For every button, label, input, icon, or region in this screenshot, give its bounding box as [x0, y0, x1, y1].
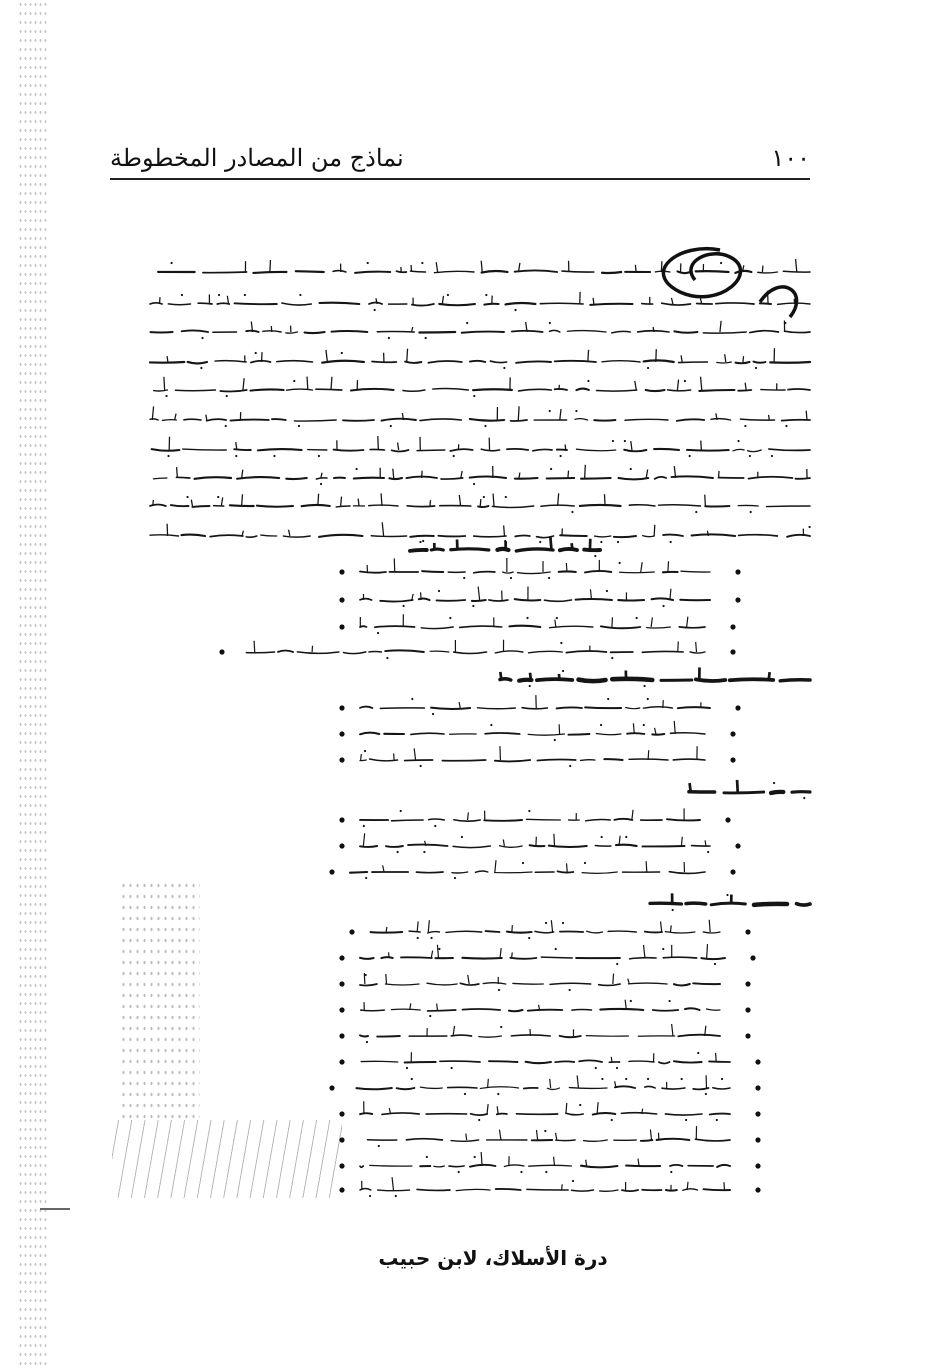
manuscript-facsimile [120, 232, 820, 1204]
verse-marker [219, 649, 224, 654]
manuscript-verse-line [360, 746, 705, 767]
verse-marker [329, 869, 334, 874]
manuscript-verse-line [360, 587, 710, 608]
manuscript-prose-line [152, 436, 810, 457]
manuscript-verse-line [350, 860, 705, 879]
manuscript-heading [650, 893, 810, 911]
verse-marker [339, 843, 344, 848]
verse-marker [339, 597, 344, 602]
verse-marker [339, 1007, 344, 1012]
verse-marker [339, 817, 344, 822]
figure-caption: درة الأسلاك، لابن حبيب [378, 1246, 608, 1270]
manuscript-prose-line [154, 377, 810, 398]
manuscript-verse-line [360, 1024, 720, 1043]
verse-marker [339, 731, 344, 736]
verse-marker [755, 1111, 760, 1116]
verse-marker [745, 981, 750, 986]
verse-marker [725, 817, 730, 822]
running-title: نماذج من المصادر المخطوطة [110, 144, 404, 172]
verse-marker [735, 597, 740, 602]
verse-marker [755, 1187, 760, 1192]
verse-marker [745, 1007, 750, 1012]
verse-marker [730, 624, 735, 629]
verse-marker [745, 929, 750, 934]
manuscript-verse-line [360, 833, 710, 853]
verse-marker [730, 731, 735, 736]
verse-marker [339, 569, 344, 574]
verse-marker [339, 624, 344, 629]
verse-marker [339, 705, 344, 710]
manuscript-prose-line [150, 493, 810, 513]
verse-marker [730, 649, 735, 654]
verse-marker [755, 1163, 760, 1168]
manuscript-verse-line [360, 1152, 730, 1173]
verse-marker [349, 929, 354, 934]
manuscript-handwriting-image [120, 232, 820, 1204]
verse-marker [339, 981, 344, 986]
scan-noise [120, 880, 200, 1120]
manuscript-verse-line [246, 640, 705, 659]
manuscript-verse-line [360, 558, 710, 579]
manuscript-verse-line [360, 808, 700, 827]
verse-marker [755, 1059, 760, 1064]
verse-marker [339, 955, 344, 960]
verse-marker [745, 1033, 750, 1038]
verse-marker [750, 955, 755, 960]
manuscript-verse-line [360, 973, 720, 991]
manuscript-heading [689, 780, 810, 799]
manuscript-verse-line [367, 1126, 730, 1147]
verse-marker [339, 757, 344, 762]
verse-marker [735, 705, 740, 710]
verse-marker [755, 1137, 760, 1142]
manuscript-verse-line [371, 920, 720, 939]
margin-flourish [663, 249, 796, 317]
manuscript-verse-line [361, 1000, 720, 1017]
verse-marker [735, 569, 740, 574]
manuscript-verse-line [360, 721, 705, 741]
manuscript-verse-line [360, 1101, 730, 1121]
manuscript-prose-line [158, 259, 810, 273]
manuscript-verse-line [360, 614, 705, 634]
verse-marker [730, 869, 735, 874]
manuscript-verse-line [360, 1177, 730, 1197]
manuscript-prose-line [150, 522, 811, 543]
verse-marker [755, 1085, 760, 1090]
manuscript-verse-line [360, 695, 710, 715]
scan-edge-mark [40, 1208, 70, 1210]
manuscript-prose-line [150, 291, 810, 311]
manuscript-prose-line [150, 348, 810, 369]
verse-marker [730, 757, 735, 762]
page-number: ١٠٠ [771, 144, 810, 172]
manuscript-prose-line [153, 465, 810, 485]
manuscript-verse-line [360, 944, 725, 965]
manuscript-heading [500, 667, 810, 687]
verse-marker [339, 1033, 344, 1038]
scan-fold-dots [18, 0, 48, 1371]
manuscript-heading [410, 536, 600, 557]
margin-note-scribbles [112, 1120, 342, 1198]
running-header [110, 138, 810, 180]
manuscript-verse-line [356, 1075, 730, 1095]
manuscript-prose-line [151, 320, 810, 339]
manuscript-verse-line [361, 1052, 730, 1069]
verse-marker [339, 1111, 344, 1116]
verse-marker [735, 843, 740, 848]
verse-marker [339, 1059, 344, 1064]
manuscript-prose-line [150, 406, 810, 427]
verse-marker [329, 1085, 334, 1090]
